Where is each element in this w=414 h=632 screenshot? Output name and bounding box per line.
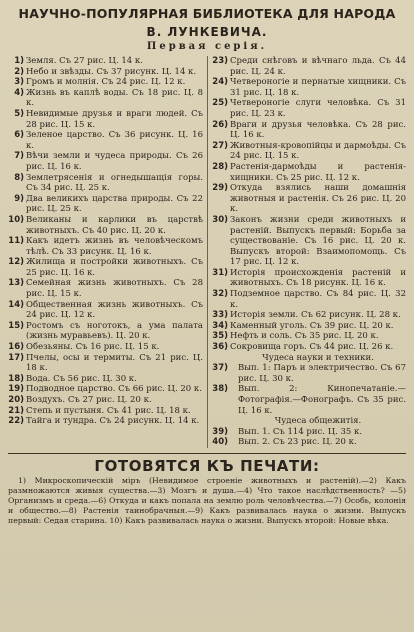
entry-text: Четвероногіе слуги человѣка. Съ 31 рис. Ц. 23 к. xyxy=(230,98,406,119)
entry-number: 4) xyxy=(14,87,24,98)
catalog-entry xyxy=(212,141,406,162)
entry-number: 38) xyxy=(212,384,228,395)
entry-number: 39) xyxy=(212,426,228,437)
catalog-entry xyxy=(212,310,406,321)
entry-text: Исторія земли. Съ 62 рисунк. Ц. 28 к. xyxy=(230,310,401,321)
entry-number: 15) xyxy=(8,320,24,331)
entry-number: 28) xyxy=(212,161,228,172)
entry-text: Какъ идетъ жизнь въ человѣческомъ тѣлѣ. Съ 33 рисунк. Ц. 16 к. xyxy=(26,236,203,257)
catalog-entry xyxy=(8,384,203,395)
entry-number: 35) xyxy=(212,331,228,342)
entry-number: 20) xyxy=(8,395,24,405)
group-title: Чудеса общежитія. xyxy=(274,416,362,427)
forthcoming-title: ГОТОВЯТСЯ КЪ ПЕЧАТИ: xyxy=(94,456,320,475)
catalog-entry xyxy=(212,268,406,289)
entry-number: 21) xyxy=(8,405,24,416)
entry-text: Землетрясенія и огнедышащія горы. Съ 34 рис. Ц. 25 к. xyxy=(26,172,203,194)
forthcoming-text: 1) Микроскопическій міръ (Невидимое строеніе животныхъ и растеній).—2) Какъ размножаются живыя существа.—3) Мозгъ и душа.—4) Что такое наслѣдственность? —5) Организмъ и среда.—6) Откуда и какъ попала на землю роль человѣчества.—7) Особь, колонія и общество.—8) Растенія таинобрачныя.—9) Какъ развивалась наука о жизни. Выпускъ первый: Седая старина. 10) Какъ развивалась наука о жизни. Выпускъ второй: Новые вѣка. xyxy=(8,475,406,525)
entry-group xyxy=(212,353,406,417)
catalog-entry xyxy=(212,183,406,215)
catalog-entry xyxy=(212,363,406,384)
entry-text: Вып. 2: Кинопечатаніе.—Фотографія.—Фонографъ. Съ 35 рис. Ц. 16 к. xyxy=(238,384,406,416)
entry-number: 5) xyxy=(14,108,24,119)
forthcoming-section xyxy=(8,457,406,526)
entry-number: 14) xyxy=(8,299,24,310)
entry-number: 27) xyxy=(212,140,228,151)
catalog-entry xyxy=(8,130,203,151)
catalog-entry xyxy=(8,257,203,278)
entry-number: 32) xyxy=(212,289,228,300)
entry-text: Жилища и постройки животныхъ. Съ 25 рис. Ц. 16 к. xyxy=(26,257,203,278)
entry-text: Ростомъ съ ноготокъ, а ума палата (жизнь муравьевъ). Ц. 20 к. xyxy=(26,320,203,342)
catalog-entry xyxy=(8,278,203,299)
entry-text: Вода. Съ 56 рис. Ц. 30 к. xyxy=(26,373,137,384)
catalog-entry xyxy=(8,374,203,385)
right-column xyxy=(207,56,406,448)
entry-number: 8) xyxy=(14,172,24,183)
entry-number: 10) xyxy=(8,214,24,225)
entry-number: 17) xyxy=(8,352,24,363)
catalog-entry xyxy=(8,406,203,417)
entry-number: 19) xyxy=(8,384,24,395)
entry-text: Законъ жизни среди животныхъ и растеній. Выпускъ первый: Борьба за существованіе. Съ 16 рис. Ц. 20 к. Выпускъ второй: Взаимопомощь. Съ 17 рис. Ц. 12 к. xyxy=(230,214,406,268)
catalog-entry xyxy=(8,353,203,374)
entry-text: Жизнь въ каплѣ воды. Съ 18 рис. Ц. 8 к. xyxy=(26,87,203,109)
entry-number: 37) xyxy=(212,363,228,374)
entry-number: 33) xyxy=(212,310,228,321)
entry-text: Вѣчи земли и чудеса природы. Съ 26 рис. Ц. 16 к. xyxy=(26,151,203,172)
catalog-entry xyxy=(8,151,203,172)
entry-group xyxy=(212,416,406,448)
entry-text: Степь и пустыня. Съ 41 рис. Ц. 18 к. xyxy=(26,405,191,416)
entry-text: Нефть и соль. Съ 35 рис. Ц. 20 к. xyxy=(230,331,379,342)
entry-text: Четвероногіе и пернатые хищники. Съ 31 рис. Ц. 18 к. xyxy=(230,77,406,98)
entry-number: 11) xyxy=(8,236,24,247)
header xyxy=(8,6,406,54)
entry-text: Животныя-кровопійцы и дармоѣды. Съ 24 рис. Ц. 15 к. xyxy=(230,140,406,162)
catalog-entry xyxy=(8,321,203,342)
catalog-entry xyxy=(8,395,203,406)
catalog-entry xyxy=(8,173,203,194)
entry-number: 30) xyxy=(212,214,228,225)
group-title: Чудеса науки и техники. xyxy=(262,352,374,363)
entry-number: 26) xyxy=(212,119,228,130)
catalog-entry xyxy=(8,215,203,236)
catalog-entry xyxy=(8,236,203,257)
catalog-columns xyxy=(8,56,406,448)
catalog-entry xyxy=(212,56,406,77)
catalog-entry xyxy=(212,427,406,438)
entry-text: Воздухъ. Съ 27 рис. Ц. 20 к. xyxy=(26,395,152,405)
catalog-entry xyxy=(8,416,203,427)
entry-number: 13) xyxy=(8,278,24,289)
entry-text: Громъ и молнія. Съ 24 рис. Ц. 12 к. xyxy=(26,77,186,88)
catalog-entry xyxy=(212,437,406,448)
library-title: НАУЧНО-ПОПУЛЯРНАЯ БИБЛИОТЕКА ДЛЯ НАРОДА xyxy=(18,6,396,21)
catalog-entry xyxy=(212,342,406,353)
entry-text: Тайга и тундра. Съ 24 рисунк. Ц. 14 к. xyxy=(26,416,200,427)
catalog-entry xyxy=(212,120,406,141)
catalog-entry xyxy=(212,331,406,342)
catalog-entry xyxy=(8,88,203,109)
catalog-entry xyxy=(212,98,406,119)
catalog-entry xyxy=(212,162,406,183)
entry-number: 36) xyxy=(212,342,228,353)
entry-number: 9) xyxy=(14,193,24,204)
catalog-entry xyxy=(212,215,406,268)
catalog-entry xyxy=(8,56,203,67)
entry-text: Враги и друзья человѣка. Съ 28 рис. Ц. 16 к. xyxy=(230,119,406,141)
entry-number: 40) xyxy=(212,437,228,448)
author-name: В. ЛУНКЕВИЧА. xyxy=(146,25,268,39)
catalog-entry xyxy=(8,109,203,130)
entry-number: 7) xyxy=(14,151,24,162)
entry-number: 31) xyxy=(212,267,228,278)
entry-number: 12) xyxy=(8,257,24,268)
entry-text: Обезьяны. Съ 16 рис. Ц. 15 к. xyxy=(26,342,160,353)
entry-text: Великаны и карлики въ царствѣ животныхъ. Съ 40 рис. Ц. 20 к. xyxy=(26,214,203,236)
entry-number: 1) xyxy=(14,56,24,66)
entry-text: Исторія происхожденія растеній и животныхъ. Съ 18 рисунк. Ц. 16 к. xyxy=(230,267,406,289)
entry-text: Небо и звѣзды. Съ 37 рисунк. Ц. 14 к. xyxy=(26,66,197,77)
entry-text: Среди снѣговъ и вѣчнаго льда. Съ 44 рис. Ц. 24 к. xyxy=(230,56,406,77)
catalog-entry xyxy=(8,300,203,321)
catalog-entry xyxy=(212,77,406,98)
entry-text: Два великихъ царства природы. Съ 22 рис. Ц. 25 к. xyxy=(26,193,203,215)
catalog-entry xyxy=(8,194,203,215)
entry-number: 2) xyxy=(14,66,24,77)
catalog-entry xyxy=(212,384,406,416)
catalog-entry xyxy=(8,77,203,88)
entry-number: 18) xyxy=(8,373,24,384)
entry-text: Вып. 2. Съ 23 рис. Ц. 20 к. xyxy=(238,437,357,448)
entry-text: Растенія-дармоѣды и растенія-хищники. Съ 25 рис. Ц. 12 к. xyxy=(230,161,406,183)
entry-text: Земля. Съ 27 рис. Ц. 14 к. xyxy=(26,56,143,66)
entry-number: 23) xyxy=(212,56,228,66)
entry-text: Сокровища горъ. Съ 44 рис. Ц. 26 к. xyxy=(230,342,394,353)
entry-text: Каменный уголь. Съ 39 рис. Ц. 20 к. xyxy=(230,320,394,331)
entry-number: 6) xyxy=(14,130,24,141)
series-label: Первая серія. xyxy=(146,41,268,52)
entry-number: 24) xyxy=(212,77,228,88)
entry-text: Вып. 1: Паръ и электричество. Съ 67 рис. Ц. 30 к. xyxy=(238,363,406,384)
entry-number: 22) xyxy=(8,416,24,427)
entry-text: Зеленое царство. Съ 36 рисунк. Ц. 16 к. xyxy=(26,130,203,151)
left-column xyxy=(8,56,207,448)
catalog-entry xyxy=(212,321,406,332)
entry-text: Общественная жизнь животныхъ. Съ 24 рис. Ц. 12 к. xyxy=(26,299,203,321)
entry-text: Семейная жизнь животныхъ. Съ 28 рис. Ц. 15 к. xyxy=(26,278,203,300)
entry-text: Невидимые друзья и враги людей. Съ 28 рис. Ц. 15 к. xyxy=(26,108,203,130)
entry-text: Откуда взялись наши домашнія животныя и растенія. Съ 26 рис. Ц. 20 к. xyxy=(230,183,406,215)
section-divider xyxy=(8,453,406,454)
entry-number: 29) xyxy=(212,183,228,194)
entry-number: 3) xyxy=(14,77,24,88)
entry-number: 34) xyxy=(212,320,228,331)
entry-number: 16) xyxy=(8,342,24,353)
catalog-entry xyxy=(8,342,203,353)
catalog-entry xyxy=(212,289,406,310)
catalog-entry xyxy=(8,67,203,78)
entry-text: Подземное царство. Съ 84 рис. Ц. 32 к. xyxy=(230,289,406,310)
entry-number: 25) xyxy=(212,98,228,109)
entry-text: Вып. 1. Съ 114 рис. Ц. 35 к. xyxy=(238,426,363,437)
entry-text: Подводное царство. Съ 66 рис. Ц. 20 к. xyxy=(26,384,202,395)
entry-text: Пчелы, осы и термиты. Съ 21 рис. Ц. 18 к. xyxy=(26,352,203,374)
